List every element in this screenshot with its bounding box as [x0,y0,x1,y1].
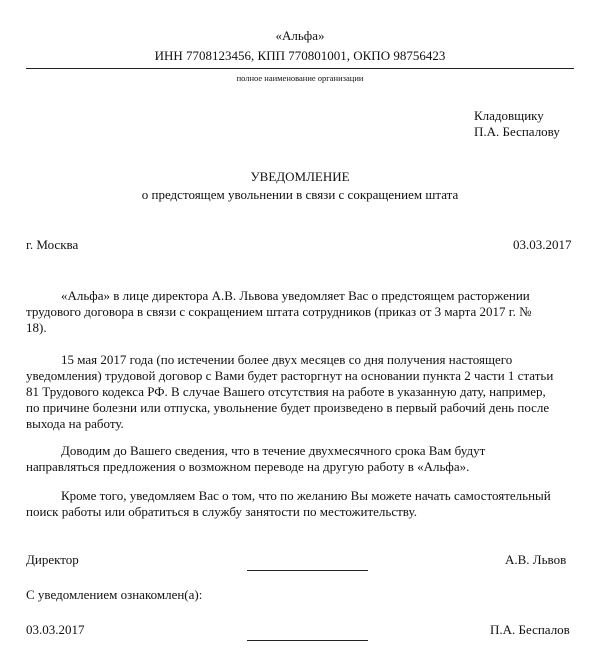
acknowledgement-name: П.А. Беспалов [490,622,570,637]
org-underline [26,68,574,69]
signature-line [247,570,368,571]
paragraph-4-text: Кроме того, уведомляем Вас о том, что по желанию Вы можете начать самостоятельный поиск работы или обратиться в службу занятости по местожительству. [26,488,551,519]
acknowledgement-label: С уведомлением ознакомлен(а): [26,587,203,602]
paragraph-1-text: «Альфа» в лице директора А.В. Львова уведомляет Вас о предстоящем расторжении трудового договора в связи с сокращением штата сотрудников (приказ от 3 марта 2017 г. № 18). [26,288,532,335]
city: г. Москва [26,237,79,252]
paragraph-3-text: Доводим до Вашего сведения, что в течение двухмесячного срока Вам будут направляться предложения о возможном переводе на другую работу в «Альфа». [26,443,486,474]
signature-position: Директор [26,552,79,567]
org-details: ИНН 7708123456, КПП 770801001, ОКПО 98756423 [154,48,446,63]
org-name: «Альфа» [275,28,325,43]
addressee-name: П.А. Беспалову [474,124,560,139]
paragraph-2-text: 15 мая 2017 года (по истечении более двух месяцев со дня получения настоящего уведомления) трудовой договор с Вами будет расторгнут на основании пункта 2 части 1 статьи 81 Трудового кодекса РФ. В случае Вашего отсутствия на работе в указанную дату, например, по причине болезни или отпуска, увольнение будет произведено в первый рабочий день после выхода на работу. [26,352,554,431]
document-subtitle: о предстоящем увольнении в связи с сокращением штата [141,187,459,202]
acknowledgement-date: 03.03.2017 [26,622,85,637]
addressee-position: Кладовщику [474,108,544,123]
org-caption: полное наименование организации [236,73,364,83]
document-date: 03.03.2017 [513,237,572,252]
document-title: УВЕДОМЛЕНИЕ [250,169,350,184]
acknowledgement-signature-line [247,640,368,641]
signature-name: А.В. Львов [505,552,567,567]
